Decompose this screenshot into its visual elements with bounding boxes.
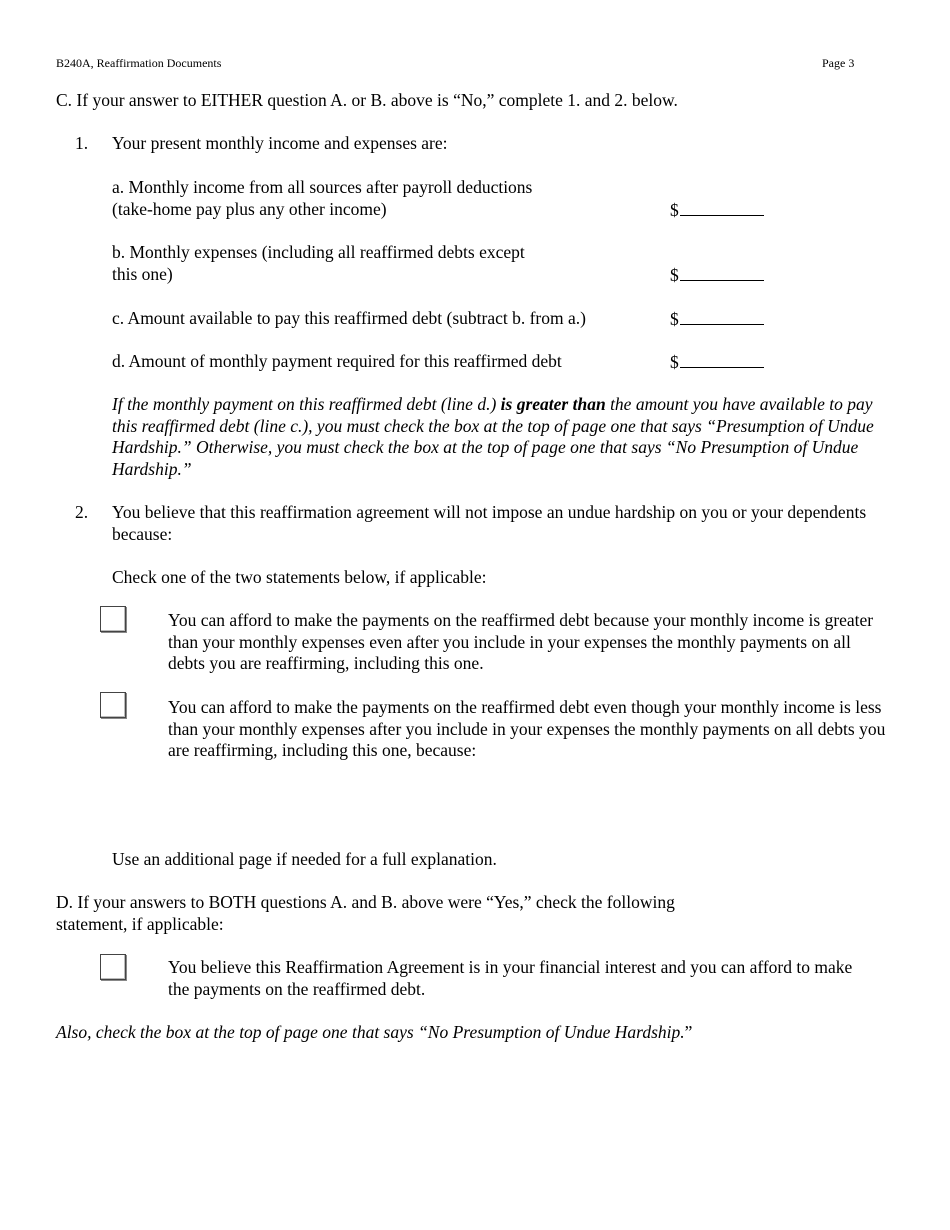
option2-checkbox[interactable] — [100, 692, 126, 718]
line-a-label-2: (take-home pay plus any other income) — [112, 199, 387, 219]
amount-blank — [680, 199, 764, 216]
section-d-footer: Also, check the box at the top of page one that says “No Presumption of Undue Hardship.” — [56, 1022, 693, 1042]
check-instruction: Check one of the two statements below, if applicable: — [112, 567, 487, 587]
option2-text: You can afford to make the payments on the reaffirmed debt even though your monthly income is less than your monthly expenses after you include in your expenses the monthly payments on all debts you are reaffirming, including this one, because: — [168, 697, 886, 760]
currency-symbol: $ — [670, 200, 679, 220]
line-b-label-1: b. Monthly expenses (including all reaffirmed debts except — [112, 242, 525, 262]
currency-symbol: $ — [670, 265, 679, 285]
item1-number: 1. — [75, 133, 89, 153]
amount-blank — [680, 308, 764, 325]
section-d-checkbox[interactable] — [100, 954, 126, 980]
currency-symbol: $ — [670, 352, 679, 372]
option1-text: You can afford to make the payments on the reaffirmed debt because your monthly income is greater than your monthly expenses even after you include in your expenses the monthly payments on all debts you are reaffirming, including this one. — [168, 610, 874, 673]
line-d-amount-field[interactable] — [670, 351, 764, 374]
line-b-label-2: this one) — [112, 264, 173, 284]
additional-page-note: Use an additional page if needed for a full explanation. — [112, 849, 497, 869]
line-d-label: d. Amount of monthly payment required for this reaffirmed debt — [112, 351, 562, 371]
section-d-heading-2: statement, if applicable: — [56, 914, 224, 934]
line-c-amount-field[interactable] — [670, 308, 764, 331]
section-d-heading-1: D. If your answers to BOTH questions A. and B. above were “Yes,” check the following — [56, 892, 675, 912]
line-c-label: c. Amount available to pay this reaffirmed debt (subtract b. from a.) — [112, 308, 586, 328]
line-a-label-1: a. Monthly income from all sources after payroll deductions — [112, 177, 533, 197]
line-b-amount-field[interactable] — [670, 264, 764, 287]
form-name: B240A, Reaffirmation Documents — [56, 56, 222, 70]
currency-symbol: $ — [670, 309, 679, 329]
hardship-note: If the monthly payment on this reaffirmed debt (line d.) is greater than the amount you have available to pay this reaffirmed debt (line c.), you must check the box at the top of page one that says “Presumption of Undue Hardship.” Otherwise, you must check the box at the top of page one that says “No Presumption of Undue Hardship.” — [112, 394, 874, 479]
amount-blank — [680, 351, 764, 368]
section-c-heading: C. If your answer to EITHER question A. or B. above is “No,” complete 1. and 2. below. — [56, 90, 678, 110]
option1-checkbox[interactable] — [100, 606, 126, 632]
item2-text: You believe that this reaffirmation agreement will not impose an undue hardship on you or your dependents because: — [112, 502, 867, 544]
amount-blank — [680, 264, 764, 281]
page-number: Page 3 — [822, 56, 855, 70]
item2-number: 2. — [75, 502, 89, 522]
note-emphasis: is greater than — [500, 394, 606, 414]
line-a-amount-field[interactable] — [670, 199, 764, 222]
item1-text: Your present monthly income and expenses are: — [112, 133, 448, 153]
section-d-option-text: You believe this Reaffirmation Agreement is in your financial interest and you can afford to make the payments on the reaffirmed debt. — [168, 957, 853, 999]
